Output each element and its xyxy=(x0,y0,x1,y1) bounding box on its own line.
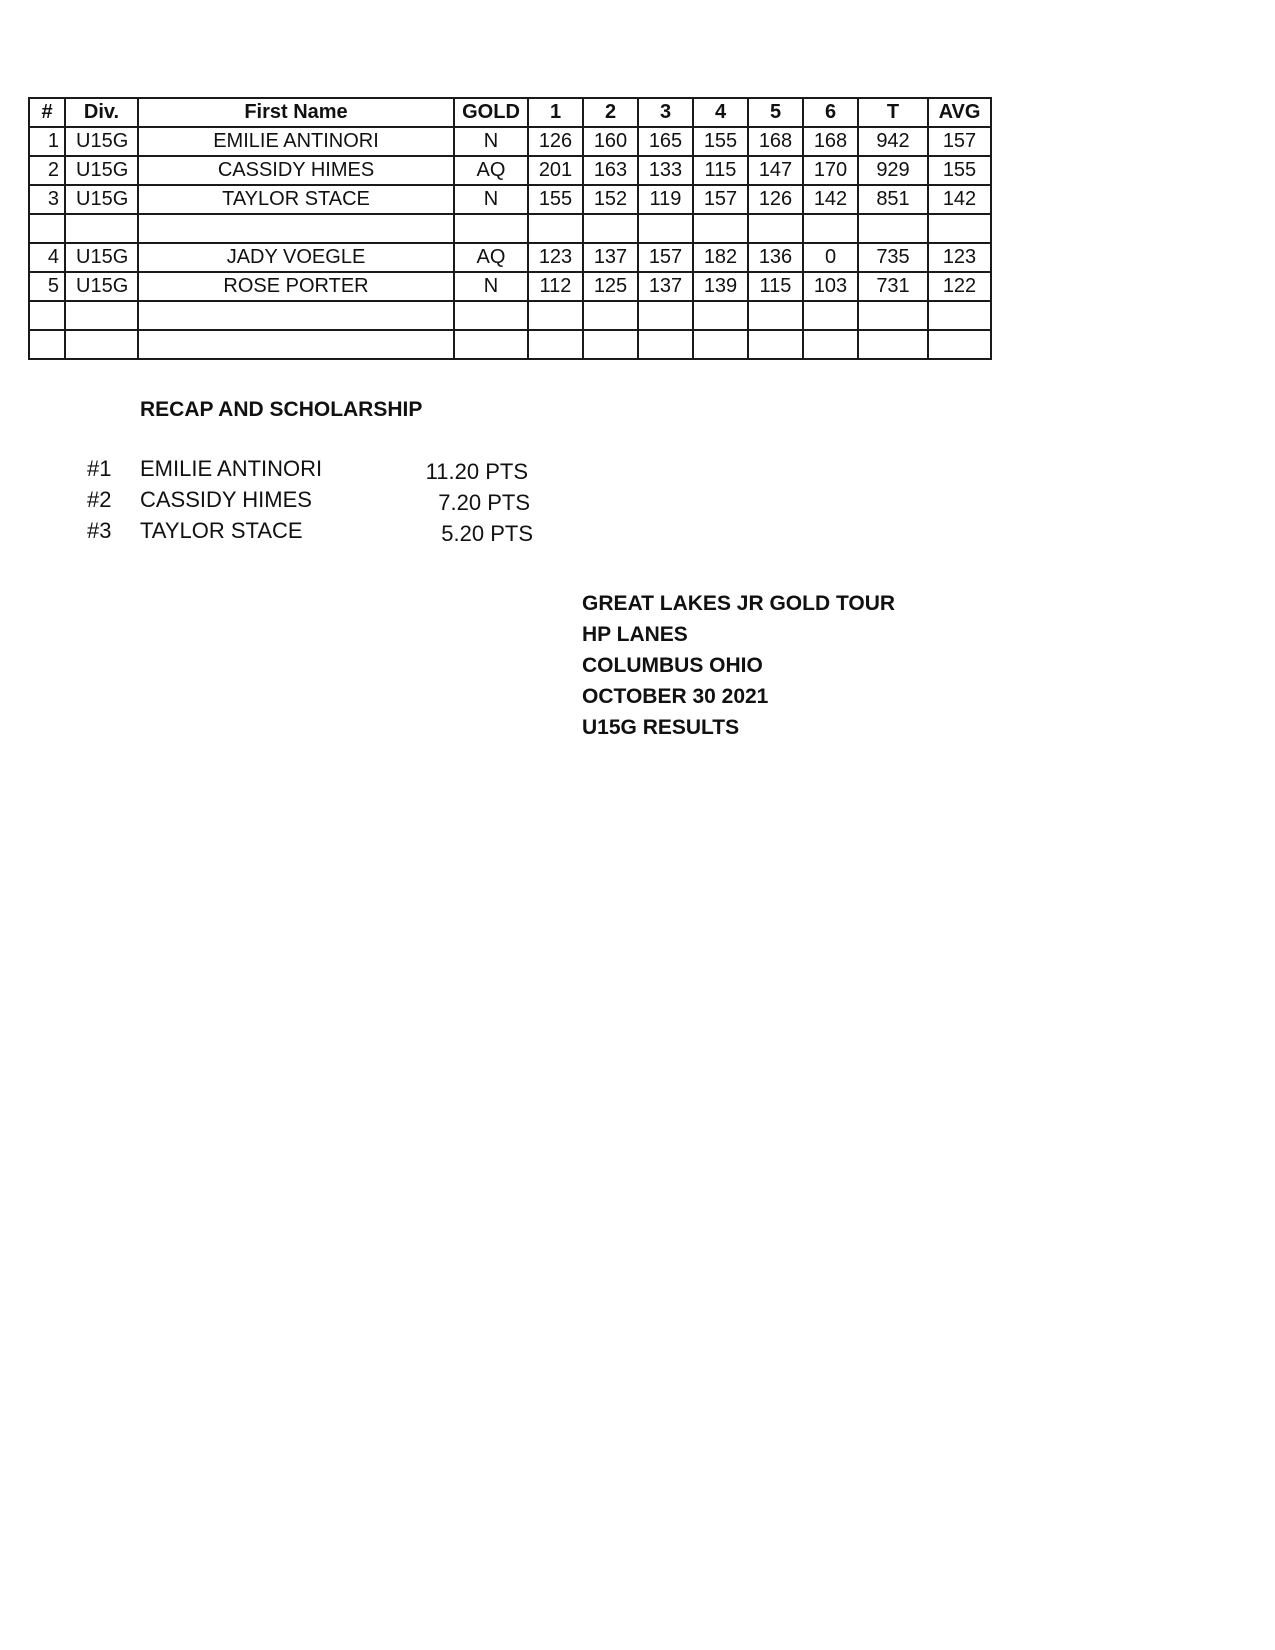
header-division: Div. xyxy=(65,98,138,127)
recap-entry xyxy=(87,487,530,518)
header-game-3: 3 xyxy=(638,98,693,127)
results-table xyxy=(28,97,992,360)
name-cell: EMILIE ANTINORI xyxy=(138,127,454,156)
game-2-cell: 152 xyxy=(583,185,638,214)
game-4-cell: 182 xyxy=(693,243,748,272)
rank-cell: 5 xyxy=(29,272,65,301)
table-row xyxy=(29,272,991,301)
total-cell: 731 xyxy=(858,272,928,301)
rank-cell: 3 xyxy=(29,185,65,214)
game-2-cell: 137 xyxy=(583,243,638,272)
division-cell: U15G xyxy=(65,243,138,272)
header-game-5: 5 xyxy=(748,98,803,127)
gold-cell: AQ xyxy=(454,243,528,272)
table-header-row xyxy=(29,98,991,127)
header-rank: # xyxy=(29,98,65,127)
total-cell: 942 xyxy=(858,127,928,156)
game-4-cell: 155 xyxy=(693,127,748,156)
division-cell: U15G xyxy=(65,127,138,156)
game-3-cell: 165 xyxy=(638,127,693,156)
game-5-cell: 136 xyxy=(748,243,803,272)
header-game-1: 1 xyxy=(528,98,583,127)
recap-name: TAYLOR STACE xyxy=(140,518,303,543)
average-cell: 142 xyxy=(928,185,991,214)
event-date: OCTOBER 30 2021 xyxy=(582,685,769,708)
blank-table-row xyxy=(29,301,991,330)
total-cell: 929 xyxy=(858,156,928,185)
game-5-cell: 126 xyxy=(748,185,803,214)
game-4-cell: 115 xyxy=(693,156,748,185)
average-cell: 123 xyxy=(928,243,991,272)
division-cell: U15G xyxy=(65,272,138,301)
recap-points: 7.20 PTS xyxy=(438,490,530,515)
gold-cell: N xyxy=(454,272,528,301)
game-3-cell: 137 xyxy=(638,272,693,301)
blank-table-row xyxy=(29,330,991,359)
average-cell: 122 xyxy=(928,272,991,301)
gold-cell: AQ xyxy=(454,156,528,185)
recap-rank: #1 xyxy=(87,456,112,481)
table-row xyxy=(29,156,991,185)
division-cell: U15G xyxy=(65,185,138,214)
game-1-cell: 112 xyxy=(528,272,583,301)
recap-entry xyxy=(87,518,533,549)
recap-points: 11.20 PTS xyxy=(425,459,528,484)
game-5-cell: 115 xyxy=(748,272,803,301)
name-cell: CASSIDY HIMES xyxy=(138,156,454,185)
game-5-cell: 147 xyxy=(748,156,803,185)
event-location: COLUMBUS OHIO xyxy=(582,654,763,677)
game-4-cell: 139 xyxy=(693,272,748,301)
table-row xyxy=(29,127,991,156)
event-venue: HP LANES xyxy=(582,623,688,646)
game-5-cell: 168 xyxy=(748,127,803,156)
total-cell: 851 xyxy=(858,185,928,214)
rank-cell: 1 xyxy=(29,127,65,156)
header-first-name: First Name xyxy=(138,98,454,127)
header-average: AVG xyxy=(928,98,991,127)
recap-points: 5.20 PTS xyxy=(441,521,533,546)
average-cell: 157 xyxy=(928,127,991,156)
name-cell: ROSE PORTER xyxy=(138,272,454,301)
recap-rank: #3 xyxy=(87,518,112,543)
event-division-results: U15G RESULTS xyxy=(582,716,740,739)
header-total: T xyxy=(858,98,928,127)
game-1-cell: 123 xyxy=(528,243,583,272)
game-2-cell: 160 xyxy=(583,127,638,156)
rank-cell: 2 xyxy=(29,156,65,185)
game-2-cell: 125 xyxy=(583,272,638,301)
name-cell: JADY VOEGLE xyxy=(138,243,454,272)
recap-name: CASSIDY HIMES xyxy=(140,487,312,512)
game-1-cell: 155 xyxy=(528,185,583,214)
event-tour: GREAT LAKES JR GOLD TOUR xyxy=(582,592,896,615)
recap-list xyxy=(87,456,533,549)
game-2-cell: 163 xyxy=(583,156,638,185)
game-6-cell: 170 xyxy=(803,156,858,185)
total-cell: 735 xyxy=(858,243,928,272)
game-3-cell: 157 xyxy=(638,243,693,272)
game-4-cell: 157 xyxy=(693,185,748,214)
table-row xyxy=(29,185,991,214)
table-row xyxy=(29,243,991,272)
recap-heading: RECAP AND SCHOLARSHIP xyxy=(140,398,423,421)
name-cell: TAYLOR STACE xyxy=(138,185,454,214)
average-cell: 155 xyxy=(928,156,991,185)
header-game-6: 6 xyxy=(803,98,858,127)
recap-name: EMILIE ANTINORI xyxy=(140,456,323,481)
blank-table-row xyxy=(29,214,991,243)
game-6-cell: 168 xyxy=(803,127,858,156)
game-3-cell: 119 xyxy=(638,185,693,214)
gold-cell: N xyxy=(454,127,528,156)
event-info xyxy=(582,588,895,743)
game-1-cell: 201 xyxy=(528,156,583,185)
game-6-cell: 103 xyxy=(803,272,858,301)
rank-cell: 4 xyxy=(29,243,65,272)
header-game-4: 4 xyxy=(693,98,748,127)
game-6-cell: 0 xyxy=(803,243,858,272)
division-cell: U15G xyxy=(65,156,138,185)
game-1-cell: 126 xyxy=(528,127,583,156)
header-game-2: 2 xyxy=(583,98,638,127)
header-gold: GOLD xyxy=(454,98,528,127)
game-3-cell: 133 xyxy=(638,156,693,185)
recap-rank: #2 xyxy=(87,487,112,512)
gold-cell: N xyxy=(454,185,528,214)
recap-entry xyxy=(87,456,527,487)
game-6-cell: 142 xyxy=(803,185,858,214)
